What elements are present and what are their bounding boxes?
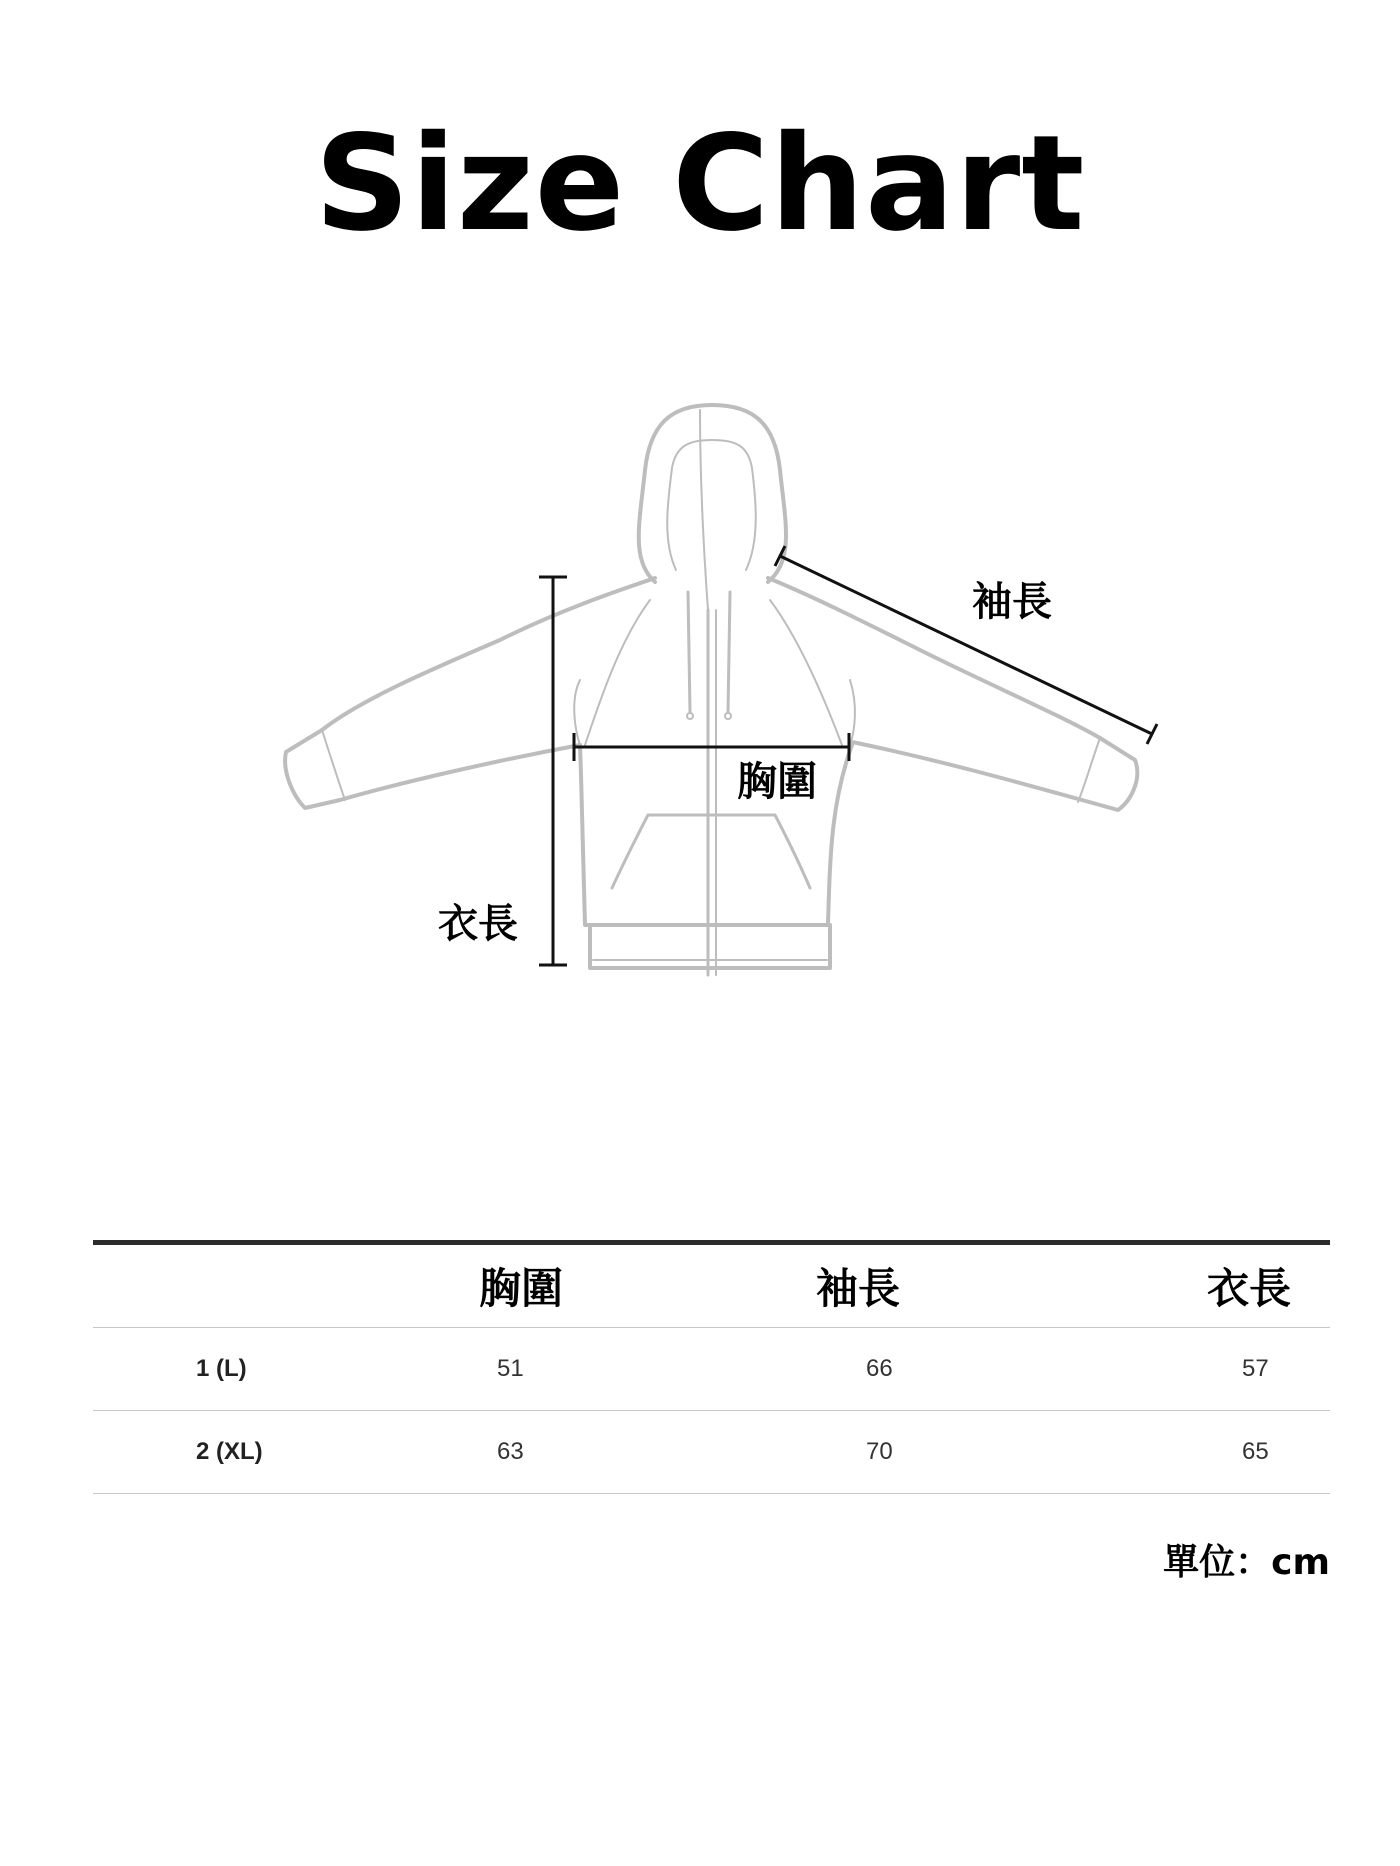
- header-length: 衣長: [1207, 1264, 1292, 1313]
- chest-label: 胸圍: [737, 759, 817, 805]
- chest-cell: 51: [497, 1355, 524, 1382]
- length-cell: 65: [1242, 1438, 1269, 1465]
- table-header-row: [93, 1245, 1330, 1328]
- size-table: [93, 1240, 1330, 1494]
- table-row: [93, 1411, 1330, 1494]
- sleeve-cell: 66: [866, 1355, 893, 1382]
- size-cell: 2 (XL): [196, 1438, 263, 1465]
- header-chest: 胸圍: [479, 1264, 564, 1313]
- size-cell: 1 (L): [196, 1355, 247, 1382]
- chest-cell: 63: [497, 1438, 524, 1465]
- page-title: Size Chart: [314, 107, 1086, 261]
- length-cell: 57: [1242, 1355, 1269, 1382]
- unit-note: 單位：cm: [1163, 1542, 1330, 1583]
- header-sleeve: 袖長: [816, 1264, 901, 1313]
- length-label: 衣長: [438, 901, 518, 947]
- sleeve-label: 袖長: [972, 579, 1052, 625]
- table-row: [93, 1328, 1330, 1411]
- sleeve-cell: 70: [866, 1438, 893, 1465]
